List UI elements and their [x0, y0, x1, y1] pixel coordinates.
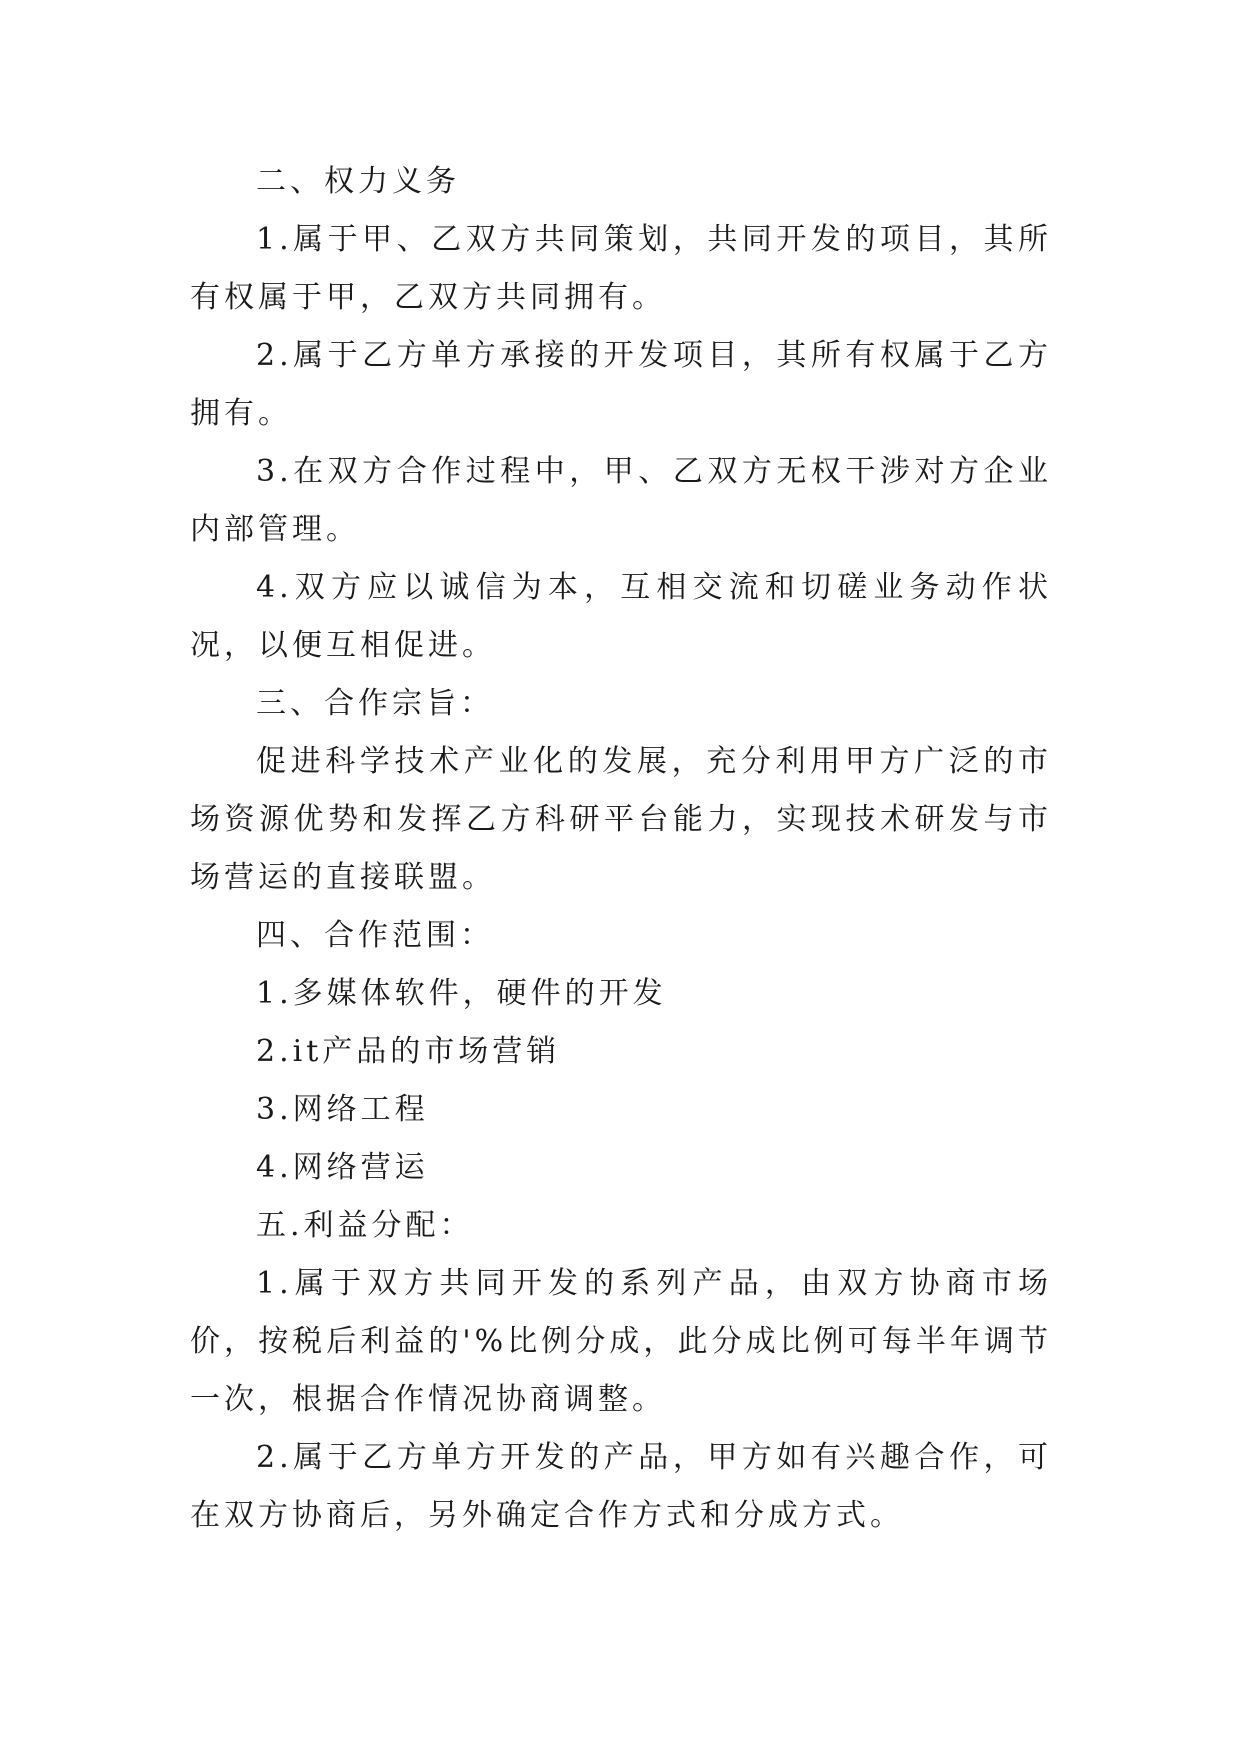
clause-no-interference: 3.在双方合作过程中，甲、乙双方无权干涉对方企业内部管理。	[190, 454, 1052, 547]
purpose-text: 促进科学技术产业化的发展，充分利用甲方广泛的市场资源优势和发挥乙方科研平台能力，实现技术研发与市场营运的直接联盟。	[190, 744, 1052, 895]
section-heading-purpose: 三、合作宗旨：	[256, 686, 494, 721]
scope-item-network-engineering: 3.网络工程	[256, 1092, 429, 1127]
clause-joint-profit-share: 1.属于双方共同开发的系列产品，由双方协商市场价，按税后利益的'%比例分成，此分成比例可每半年调节一次，根据合作情况协商调整。	[190, 1266, 1052, 1417]
clause-party-b-products: 2.属于乙方单方开发的产品，甲方如有兴趣合作，可在双方协商后，另外确定合作方式和分成方式。	[190, 1440, 1052, 1533]
section-heading-rights-obligations: 二、权力义务	[256, 164, 460, 199]
scope-item-marketing: 2.it产品的市场营销	[256, 1034, 561, 1069]
clause-party-b-ownership: 2.属于乙方单方承接的开发项目，其所有权属于乙方拥有。	[190, 338, 1052, 431]
clause-good-faith: 4.双方应以诚信为本，互相交流和切磋业务动作状况，以便互相促进。	[190, 570, 1052, 663]
section-heading-scope: 四、合作范围：	[256, 918, 494, 953]
clause-joint-ownership: 1.属于甲、乙双方共同策划，共同开发的项目，其所有权属于甲，乙双方共同拥有。	[190, 222, 1052, 315]
scope-item-network-operation: 4.网络营运	[256, 1150, 429, 1185]
document-body	[190, 153, 1052, 1545]
scope-item-multimedia: 1.多媒体软件，硬件的开发	[256, 976, 667, 1011]
section-heading-profit-distribution: 五.利益分配：	[256, 1208, 474, 1243]
